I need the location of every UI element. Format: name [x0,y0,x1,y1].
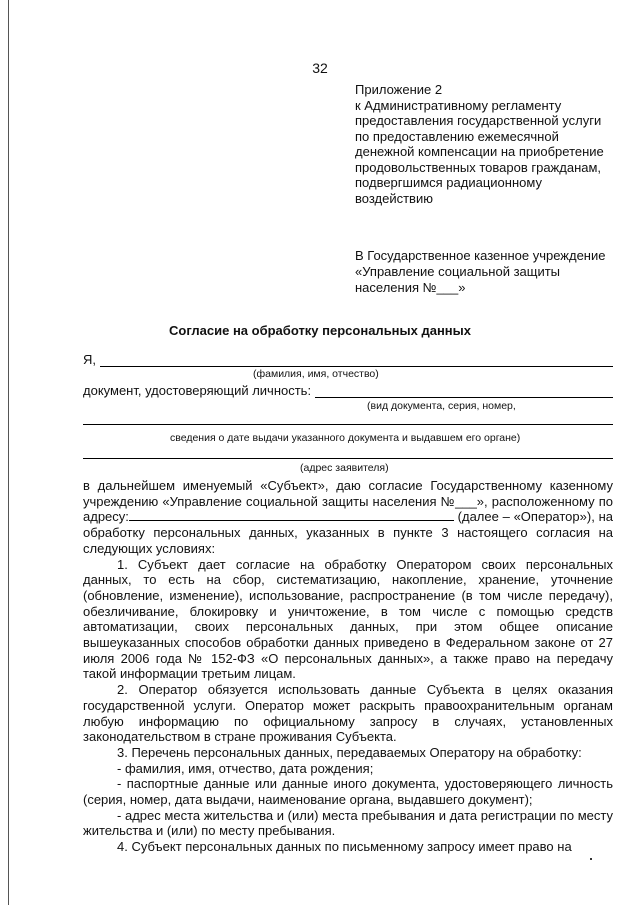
paragraph-4: 4. Субъект персональных данных по письменному запросу имеет право на [117,839,572,855]
issue-blank-line[interactable] [83,424,613,425]
document-title: Согласие на обработку персональных данных [168,323,471,338]
appendix-line: предоставления государственной услуги [355,113,602,128]
paragraph-3: 3. Перечень персональных данных, передаваемых Оператору на обработку: [117,744,582,760]
document-field-row [83,383,613,398]
operator-address-blank[interactable] [129,520,454,521]
address-prefix: адресу: [83,509,129,525]
address-suffix: (далее – «Оператор»), [457,509,595,525]
document-label: документ, удостоверяющий личность: [83,383,312,398]
list-item: - адрес места жительства и (или) места пребывания и дата регистрации по месту жительства и (или) по месту пребывания. [83,807,613,839]
address-caption: (адрес заявителя) [300,462,389,474]
list-item: - паспортные данные или данные иного документа, удостоверяющего личность (серия, номер, дата выдачи, наименование органа, выдавшего документ); [83,776,613,808]
paragraph-2: 2. Оператор обязуется использовать данные Субъекта в целях оказания государственной услуги. Оператор может раскрыть правоохранительным органам любую информацию по официальному запросу в случаях, установленных законодательством в стране проживания Субъекта. [83,682,613,745]
scan-speck [590,858,592,860]
appendix-line: к Административному регламенту [355,97,562,113]
paragraph-1: 1. Субъект дает согласие на обработку Оператором своих персональных данных, то есть на сбор, систематизацию, накопление, хранение, уточнение (обновление, изменение), использование, распространение (в том числе передачу), обезличивание, блокировку и уничтожение, в том числе с помощью средств автоматизации, своих персональных данных, при этом общее описание вышеуказанных способов обработки данных приведено в Федеральном законе от 27 июля 2006 года № 152-ФЗ «О персональных данных», а также право на передачу такой информации третьим лицам. [83,556,613,682]
issue-caption: сведения о дате выдачи указанного документа и выдавшем его органе) [170,432,521,444]
fio-field-row [83,352,613,367]
fio-caption: (фамилия, имя, отчество) [253,368,379,380]
intro-text-2: на обработку персональных данных, указанных в пункте 3 настоящего согласия на следующих условиях: [83,509,613,556]
addressee-line: населения №___» [355,280,466,295]
document-blank-line[interactable] [315,385,613,398]
scan-edge-line [8,0,9,905]
appendix-line: продовольственных товаров гражданам, [355,159,602,175]
intro-paragraph [83,478,613,557]
document-caption: (вид документа, серия, номер, [367,400,516,412]
appendix-line: денежной компенсации на приобретение [355,144,604,159]
consent-body [83,478,613,855]
address-blank-line[interactable] [83,458,613,459]
page-number: 32 [312,60,328,76]
list-item: - фамилия, имя, отчество, дата рождения; [117,760,374,776]
appendix-header [355,82,610,206]
fio-blank-line[interactable] [100,354,613,367]
appendix-line: подвергшимся радиационному [355,175,542,190]
appendix-line: воздействию [355,190,433,206]
i-label: Я, [83,352,96,367]
addressee-block [355,248,610,296]
addressee-line: «Управление социальной защиты [355,264,561,279]
intro-text-1: в дальнейшем именуемый «Субъект», даю согласие Государственному казенному учреждению «Управление социальной защиты населения №___», расположенному по [83,478,613,509]
addressee-line: В Государственное казенное учреждение [355,248,606,263]
appendix-line: Приложение 2 [355,82,443,97]
appendix-line: по предоставлению ежемесячной [355,128,559,144]
